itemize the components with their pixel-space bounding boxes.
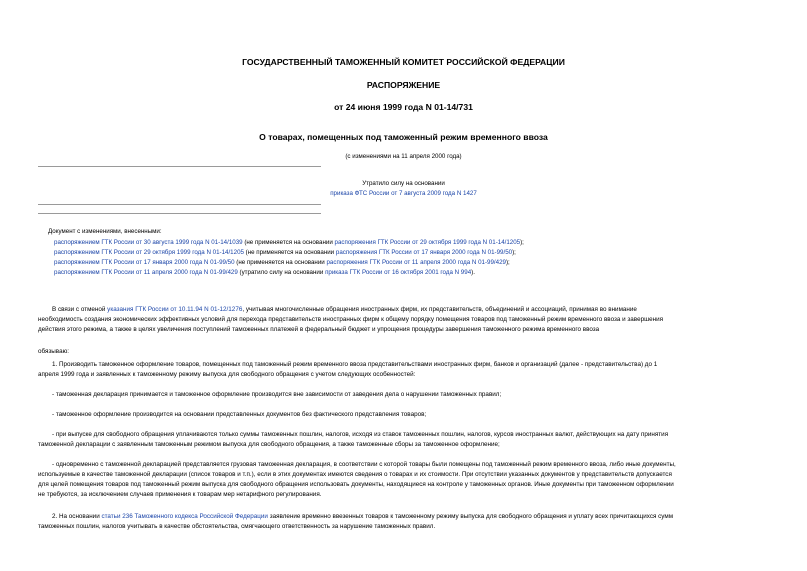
changes-note: (с изменениями на 11 апреля 2000 года) — [345, 153, 462, 160]
preamble-paragraph: В связи с отменой указания ГТК России от 10.11.94 N 01-12/1276, учитывая многочисленные обращения иностранных фирм, их представительств, объединений и ассоциаций, принимая во внимание необходимость создания экономических эффективных условий для перехода представительств иностранных фирм к общему порядку помещения товаров под таможенный режим временного ввоза и завершения действия этого режима, а также в целях увеличения поступлений таможенных платежей в федеральный бюджет и упрощения процедуры завершения таможенного режима временного ввоза — [38, 306, 664, 333]
amendment-basis-link[interactable]: распоряжения ГТК России от 11 апреля 2000 года N 01-99/429 — [326, 259, 506, 266]
amendment-item: распоряжением ГТК России от 29 октября 1999 года N 01-14/1205 (не применяется на основании распоряжения ГТК России от 17 января 2000 года N 01-99/50); — [54, 249, 516, 256]
amendments-list — [54, 238, 784, 278]
divider — [38, 213, 321, 214]
amendment-link[interactable]: распоряжением ГТК России от 17 января 2000 года N 01-99/50 — [54, 259, 235, 266]
amendment-item: распоряжением ГТК России от 11 апреля 2000 года N 01-99/429 (утратило силу на основании приказа ГТК России от 16 октября 2001 года N 994). — [54, 269, 475, 276]
invalidated-note: Утратило силу на основании — [362, 180, 445, 187]
amendment-item: распоряжением ГТК России от 17 января 2000 года N 01-99/50 (не применяется на основании распоряжения ГТК России от 11 апреля 2000 года N 01-99/429); — [54, 259, 510, 266]
clause-1-bullet: - при выпуске для свободного обращения уплачиваются только суммы таможенных пошлин, налогов, исходя из ставок таможенных пошлин, налогов, курсов иностранных валют, действующих на дату принятия таможенной декларации с заявленным таможенным режимом выпуска для свободного обращения, а также таможенные сборы за таможенное оформление; — [38, 431, 669, 448]
divider — [38, 166, 321, 167]
document-title: О товарах, помещенных под таможенный режим временного ввоза — [259, 132, 548, 142]
clause-1-bullet: - таможенная декларация принимается и таможенное оформление производится вне зависимости от заведения дела о нарушении таможенных правил; — [52, 391, 502, 398]
cancelled-instruction-link[interactable]: указания ГТК России от 10.11.94 N 01-12/1276 — [107, 306, 243, 313]
clause-1: 1. Производить таможенное оформление товаров, помещенных под таможенный режим временного ввоза представительствами иностранных фирм, банков и организаций (далее - представительства) до 1 апреля 1999 года и заявленных к таможенному режиму выпуска для свободного обращения с учетом следующих особенностей: — [38, 361, 658, 378]
customs-code-article-link[interactable]: статьи 236 Таможенного кодекса Российской Федерации — [101, 513, 268, 520]
amendment-link[interactable]: распоряжением ГТК России от 29 октября 1999 года N 01-14/1205 — [54, 249, 244, 256]
clause-1-bullet: - таможенное оформление производится на основании представленных документов без фактического представления товаров; — [52, 411, 427, 418]
clause-1-bullet: - одновременно с таможенной декларацией представляется грузовая таможенная декларация, в соответствии с которой товары были помещены под таможенный режим временного ввоза, либо иные документы, используемые в качестве таможенной декларации (список товаров и т.п.), если в этих документах имеются сведения о товарах и их стоимости. При отсутствии указанных документов у представительств допускается для целей помещения товаров под таможенный режим выпуска для свободного обращения использовать документы, находящиеся на контроле у таможенных органов. Иные документы при таможенном оформлении не требуются, за исключением случаев применения к товарам мер нетарифного регулирования. — [38, 461, 676, 498]
amendment-link[interactable]: распоряжением ГТК России от 30 августа 1999 года N 01-14/1039 — [54, 239, 243, 246]
amendments-intro: Документ с изменениями, внесенными: — [48, 228, 162, 235]
document-type: РАСПОРЯЖЕНИЕ — [366, 80, 441, 90]
obliges-line: обязываю: — [38, 348, 70, 355]
clause-2: 2. На основании статьи 236 Таможенного кодекса Российской Федерации заявление временно ввезенных товаров к таможенному режиму выпуска для свободного обращения и уплату всех причитающихся сумм таможенных пошлин, налогов учитывать в качестве обстоятельства, смягчающего ответственность за нарушение таможенных правил. — [38, 513, 674, 530]
amendment-basis-link[interactable]: распоряжения ГТК России от 29 октября 1999 года N 01-14/1205 — [334, 239, 521, 246]
document-date-number: от 24 июня 1999 года N 01-14/731 — [334, 102, 473, 112]
amendment-item: распоряжением ГТК России от 30 августа 1999 года N 01-14/1039 (не применяется на основании распоряжения ГТК России от 29 октября 1999 года N 01-14/1205); — [54, 239, 524, 246]
issuing-authority: ГОСУДАРСТВЕННЫЙ ТАМОЖЕННЫЙ КОМИТЕТ РОССИЙСКОЙ ФЕДЕРАЦИИ — [242, 57, 565, 67]
divider — [38, 204, 321, 205]
amendment-basis-link[interactable]: распоряжения ГТК России от 17 января 2000 года N 01-99/50 — [335, 249, 513, 256]
invalidating-order-link[interactable]: приказа ФТС России от 7 августа 2009 года N 1427 — [330, 190, 477, 197]
amendment-basis-link[interactable]: приказа ГТК России от 16 октября 2001 года N 994 — [325, 269, 472, 276]
amendment-link[interactable]: распоряжением ГТК России от 11 апреля 2000 года N 01-99/429 — [54, 269, 238, 276]
